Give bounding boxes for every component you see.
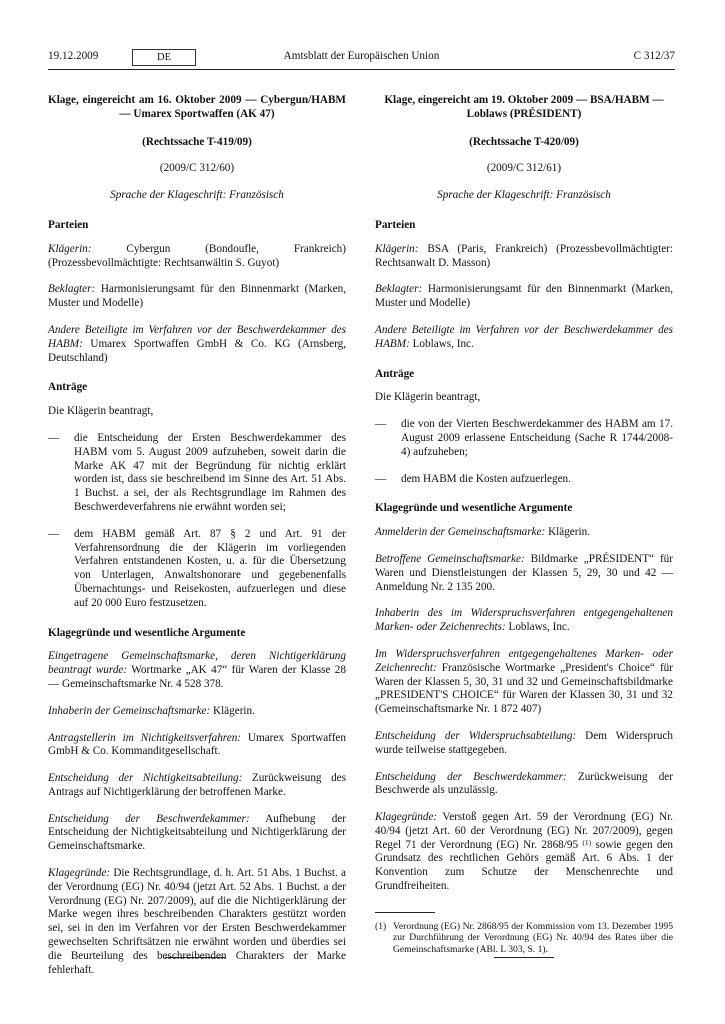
list-item: — dem HABM die Kosten aufzuerlegen. xyxy=(375,473,673,487)
list-item: — dem HABM gemäß Art. 87 § 2 und Art. 91 der Verfahrensordnung die der Klägerin im vorliegenden Verfahren entstandenen Kosten, u. a. für die Übersetzung von Unterlagen, Anwaltshonorare und gegebenenfalls Übernachtungs- und Reisekosten, aufzuerlegen und diese auf 20 000 Euro festzusetzen. xyxy=(48,528,346,611)
antraege-list xyxy=(48,432,346,611)
procedure-language: Sprache der Klageschrift: Französisch xyxy=(437,189,611,202)
case-reference: (2009/C 312/61) xyxy=(486,162,562,175)
list-item: — die von der Vierten Beschwerdekammer des HABM am 17. August 2009 erlassene Entscheidung (Sache R 1744/2008-4) aufzuheben; xyxy=(375,418,673,459)
info-antragstellerin: Antragstellerin im Nichtigkeitsverfahren: Umarex Sportwaffen GmbH & Co. Kommanditgesellschaft. xyxy=(48,731,346,758)
right-column xyxy=(375,94,673,955)
party-klaegerin: Klägerin: BSA (Paris, Frankreich) (Prozessbevollmächtigter: Rechtsanwalt D. Masson) xyxy=(375,242,673,269)
case-title: Klage, eingereicht am 19. Oktober 2009 — BSA/HABM — Loblaws (PRÉSIDENT) xyxy=(384,94,664,120)
info-entgegengehaltenes-recht: Im Widerspruchsverfahren entgegengehaltenes Marken- oder Zeichenrecht: Französische Wortmarke „President's Choice“ für Waren der Klassen 5, 30, 31 und 32 und Gemeinschaftsbildmarke „PRESIDENT'S CHOICE“ für Waren der Klassen 30, 31 und 32 (Gemeinschaftsmarke Nr. 1 872 407) xyxy=(375,647,673,716)
info-inhaberin: Inhaberin des im Widerspruchsverfahren entgegengehaltenen Marken- oder Zeichenrechts: Loblaws, Inc. xyxy=(375,607,673,634)
info-inhaberin: Inhaberin der Gemeinschaftsmarke: Klägerin. xyxy=(48,704,255,717)
info-nichtigkeitsabteilung: Entscheidung der Nichtigkeitsabteilung: Zurückweisung des Antrags auf Nichtigerklärung der betroffenen Marke. xyxy=(48,772,346,798)
section-heading-parteien: Parteien xyxy=(48,218,89,231)
left-column xyxy=(48,94,346,990)
antraege-intro: Die Klägerin beantragt, xyxy=(48,405,154,418)
antraege-intro: Die Klägerin beantragt, xyxy=(375,391,481,404)
footnote-text: Verordnung (EG) Nr. 2868/95 der Kommission vom 13. Dezember 1995 zur Durchführung der Verordnung (EG) Nr. 40/94 des Rates über die Gemeinschaftsmarke (ABl. L 303, S. 1). xyxy=(393,920,673,955)
list-item: — die Entscheidung der Ersten Beschwerdekammer des HABM vom 5. August 2009 aufzuheben, soweit darin die Marke AK 47 mit der Begründung für nichtig erklärt worden ist, dass sie beschreibend im Sinne des Art. 51 Abs. 1 Buchst. a sei, der als Rechtsgrundlage im Rahmen des Beschwerdeverfahrens nie erwähnt worden sei; xyxy=(48,432,346,515)
footnote-reference[interactable]: (1) xyxy=(582,837,592,847)
language-badge: DE xyxy=(132,49,196,66)
footnote xyxy=(375,921,673,956)
journal-title: Amtsblatt der Europäischen Union xyxy=(283,50,440,62)
case-reference: (2009/C 312/60) xyxy=(159,162,235,175)
info-widerspruchsabteilung: Entscheidung der Widerspruchsabteilung: Dem Widerspruch wurde teilweise stattgegeben. xyxy=(375,729,674,756)
case-number: (Rechtssache T-419/09) xyxy=(142,135,252,148)
info-klagegruende: Klagegründe: Verstoß gegen Art. 59 der Verordnung (EG) Nr. 40/94 (jetzt Art. 60 der Verordnung (EG) Nr. 207/2009), gegen Regel 71 der Verordnung (EG) Nr. 2868/95 $^{(1)}$ sowie gegen den Grundsatz des rechtlichen Gehörs gemäß Art. 6 Abs. 1 der Konvention zum Schutze der Menschenrechte und Grundfreiheiten. xyxy=(375,811,673,893)
section-heading-antraege: Anträge xyxy=(375,367,415,380)
section-heading-klagegruende: Klagegründe und wesentliche Argumente xyxy=(375,502,573,515)
section-heading-antraege: Anträge xyxy=(48,381,88,394)
info-beschwerdekammer: Entscheidung der Beschwerdekammer: Aufhebung der Entscheidung der Nichtigkeitsabteilung und Nichtigerklärung der Gemeinschaftsmarke. xyxy=(48,812,346,853)
case-title: Klage, eingereicht am 16. Oktober 2009 — Cybergun/HABM — Umarex Sportwaffen (AK 47) xyxy=(48,94,346,120)
publication-date: 19.12.2009 xyxy=(48,50,99,62)
section-heading-klagegruende: Klagegründe und wesentliche Argumente xyxy=(48,626,246,639)
antraege-list xyxy=(375,418,673,486)
party-andere: Andere Beteiligte im Verfahren vor der Beschwerdekammer des HABM: Loblaws, Inc. xyxy=(375,323,673,350)
footnote-marker: (1) xyxy=(375,920,387,932)
page-header xyxy=(48,48,675,68)
column-end-rule-left xyxy=(165,957,225,958)
footnote-separator xyxy=(375,912,435,913)
party-andere: Andere Beteiligte im Verfahren vor der Beschwerdekammer des HABM: Umarex Sportwaffen GmbH & Co. KG (Arnsberg, Deutschland) xyxy=(48,323,346,364)
party-klaegerin: Klägerin: Cybergun (Bondoufle, Frankreich) (Prozessbevollmächtigte: Rechtsanwältin S. Guyot) xyxy=(48,242,346,269)
column-end-rule-right xyxy=(494,957,554,958)
party-beklagter: Beklagter: Harmonisierungsamt für den Binnenmarkt (Marken, Muster und Modelle) xyxy=(375,283,673,310)
info-klagegruende: Klagegründe: Die Rechtsgrundlage, d. h. Art. 51 Abs. 1 Buchst. a der Verordnung (EG) Nr. 40/94 (jetzt Art. 52 Abs. 1 Buchst. a der Verordnung (EG) Nr. 207/2009), auf die die Nichtigerklärung der Marke wegen ihres beschreibenden Charakters gestützt worden sei, sei in den im Verfahren vor der Ersten Beschwerdekammer gewechselten Schriftsätzen nie erwähnt worden und überdies sei die Beurteilung des beschreibenden Charakters der Marke fehlerhaft. xyxy=(48,867,346,976)
party-beklagter: Beklagter: Harmonisierungsamt für den Binnenmarkt (Marken, Muster und Modelle) xyxy=(48,283,346,310)
case-number: (Rechtssache T-420/09) xyxy=(469,135,579,148)
procedure-language: Sprache der Klageschrift: Französisch xyxy=(110,189,284,202)
header-rule xyxy=(48,69,675,70)
info-beschwerdekammer: Entscheidung der Beschwerdekammer: Zurückweisung der Beschwerde als unzulässig. xyxy=(375,770,673,797)
info-betroffene-marke: Betroffene Gemeinschaftsmarke: Bildmarke „PRÉSIDENT“ für Waren und Dienstleistungen der Klassen 5, 29, 30 und 42 — Anmeldung Nr. 2 135 200. xyxy=(375,552,674,593)
info-marke: Eingetragene Gemeinschaftsmarke, deren Nichtigerklärung beantragt wurde: Wortmarke „AK 47“ für Waren der Klasse 28 — Gemeinschaftsmarke Nr. 4 528 378. xyxy=(48,650,346,690)
info-anmelderin: Anmelderin der Gemeinschaftsmarke: Klägerin. xyxy=(375,526,590,539)
section-heading-parteien: Parteien xyxy=(375,218,416,231)
page-number: C 312/37 xyxy=(633,50,675,62)
